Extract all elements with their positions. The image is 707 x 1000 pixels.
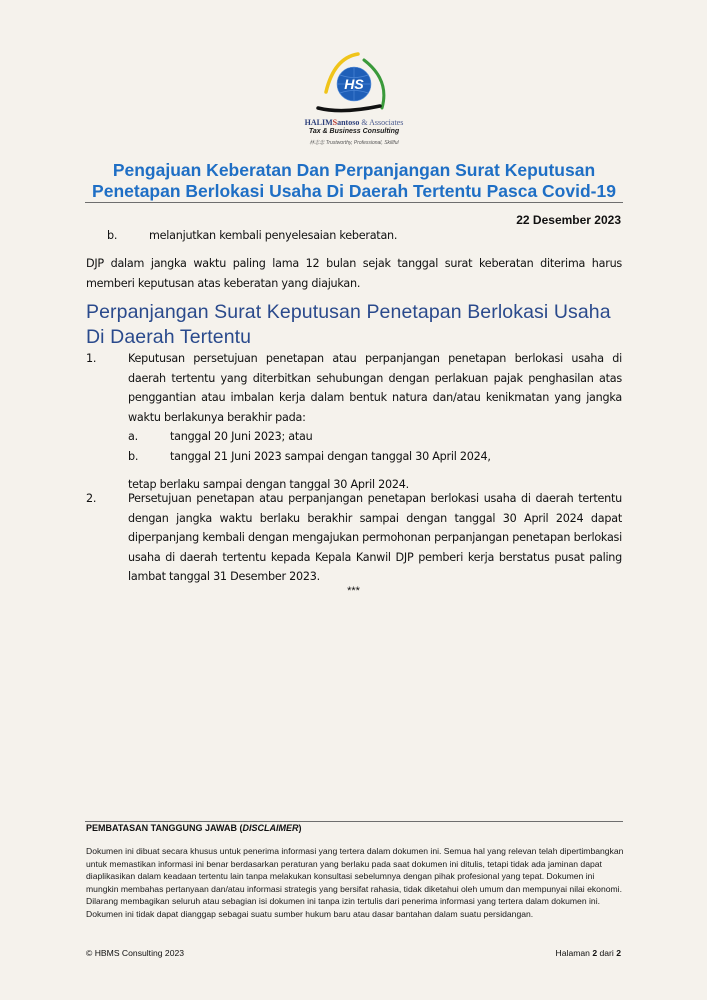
sub-item-label: b. bbox=[128, 449, 139, 463]
sub-item-label: a. bbox=[128, 430, 138, 443]
item-text: Keputusan persetujuan penetapan atau perpanjangan penetapan berlokasi usaha di daerah tertentu yang diterbitkan sehubungan dengan perlakuan pajak penghasilan atas penggantian atau imbalan kerja dalam bentuk natura dan/atau kenikmatan yang jangka waktu berlakunya berakhir pada: bbox=[128, 352, 622, 424]
section-separator: *** bbox=[347, 585, 360, 597]
disclaimer-divider bbox=[85, 821, 623, 822]
disclaimer-title: PEMBATASAN TANGGUNG JAWAB (DISCLAIMER) bbox=[86, 823, 302, 833]
list-text: melanjutkan kembali penyelesaian keberatan. bbox=[149, 229, 398, 242]
logo-company-name: HALIMSantoso & Associates bbox=[304, 118, 404, 127]
numbered-list-item bbox=[86, 349, 622, 495]
numbered-list-item bbox=[86, 489, 622, 587]
svg-text:HS: HS bbox=[344, 76, 364, 92]
company-logo bbox=[290, 50, 418, 150]
disclaimer-text: Dokumen ini dibuat secara khusus untuk penerima informasi yang tertera dalam dokumen ini. Semua hal yang relevan telah dipertimbangkan untuk memastikan informasi ini benar berdasarkan peraturan yang berlaku pada saat dokumen ini ditulis, tetapi tidak ada jaminan dapat diaplikasikan dalam keadaan tertentu lain tanpa melakukan konsultasi sebelumnya dengan pihak profesional yang tepat. Dokumen ini mungkin membahas pertanyaan dan/atau informasi strategis yang bersifat rahasia, tidak diketahui oleh umum dan mempunyai nilai ekonomi. Dilarang membagikan seluruh atau sebagian isi dokumen ini tanpa izin tertulis dari penerima informasi yang tertera dalam dokumen ini. Dokumen ini tidak dapat dianggap sebagai suatu sumber hukum baru atau dasar bantahan dalam suatu persidangan. bbox=[86, 846, 624, 919]
sub-item-text: tanggal 21 Juni 2023 sampai dengan tanggal 30 April 2024, bbox=[170, 449, 491, 463]
section-heading bbox=[86, 300, 626, 350]
footer-page-number: Halaman 2 dari 2 bbox=[555, 948, 621, 958]
logo-tagline: Tax & Business Consulting bbox=[308, 128, 400, 135]
body-paragraph: DJP dalam jangka waktu paling lama 12 bulan sejak tanggal surat keberatan diterima harus memberi keputusan atas keberatan yang diajukan. bbox=[86, 257, 622, 290]
title-divider bbox=[85, 202, 623, 203]
footer-copyright: © HBMS Consulting 2023 bbox=[86, 948, 185, 958]
item-text: Persetujuan penetapan atau perpanjangan penetapan berlokasi usaha di daerah tertentu dengan jangka waktu berlaku berakhir sampai dengan tanggal 30 April 2024 dapat diperpanjang kembali dengan mengajukan permohonan perpanjangan penetapan berlokasi usaha di daerah tertentu kepada Kepala Kanwil DJP pemberi kerja berstatus pusat paling lambat tanggal 31 Desember 2023. bbox=[128, 492, 622, 583]
item-closing-text: tetap berlaku sampai dengan tanggal 30 April 2024. bbox=[128, 478, 409, 491]
title-line-2: Penetapan Berlokasi Usaha Di Daerah Tertentu Pasca Covid-19 bbox=[92, 181, 616, 201]
document-title bbox=[85, 160, 623, 202]
sub-list-item bbox=[128, 427, 622, 447]
section-heading-line-2: Di Daerah Tertentu bbox=[86, 326, 252, 348]
list-label: b. bbox=[107, 229, 118, 242]
item-number: 2. bbox=[86, 492, 97, 505]
sub-list-item bbox=[128, 447, 622, 467]
item-number: 1. bbox=[86, 352, 97, 365]
document-date: 22 Desember 2023 bbox=[516, 213, 621, 227]
sub-item-text: tanggal 20 Juni 2023; atau bbox=[170, 430, 313, 443]
section-heading-line-1: Perpanjangan Surat Keputusan Penetapan Berlokasi Usaha bbox=[86, 301, 611, 323]
logo-motto: 林志忠 Trustworthy, Professional, Skillful bbox=[309, 140, 399, 146]
title-line-1: Pengajuan Keberatan Dan Perpanjangan Surat Keputusan bbox=[112, 160, 596, 180]
globe-logo-icon bbox=[312, 50, 396, 118]
